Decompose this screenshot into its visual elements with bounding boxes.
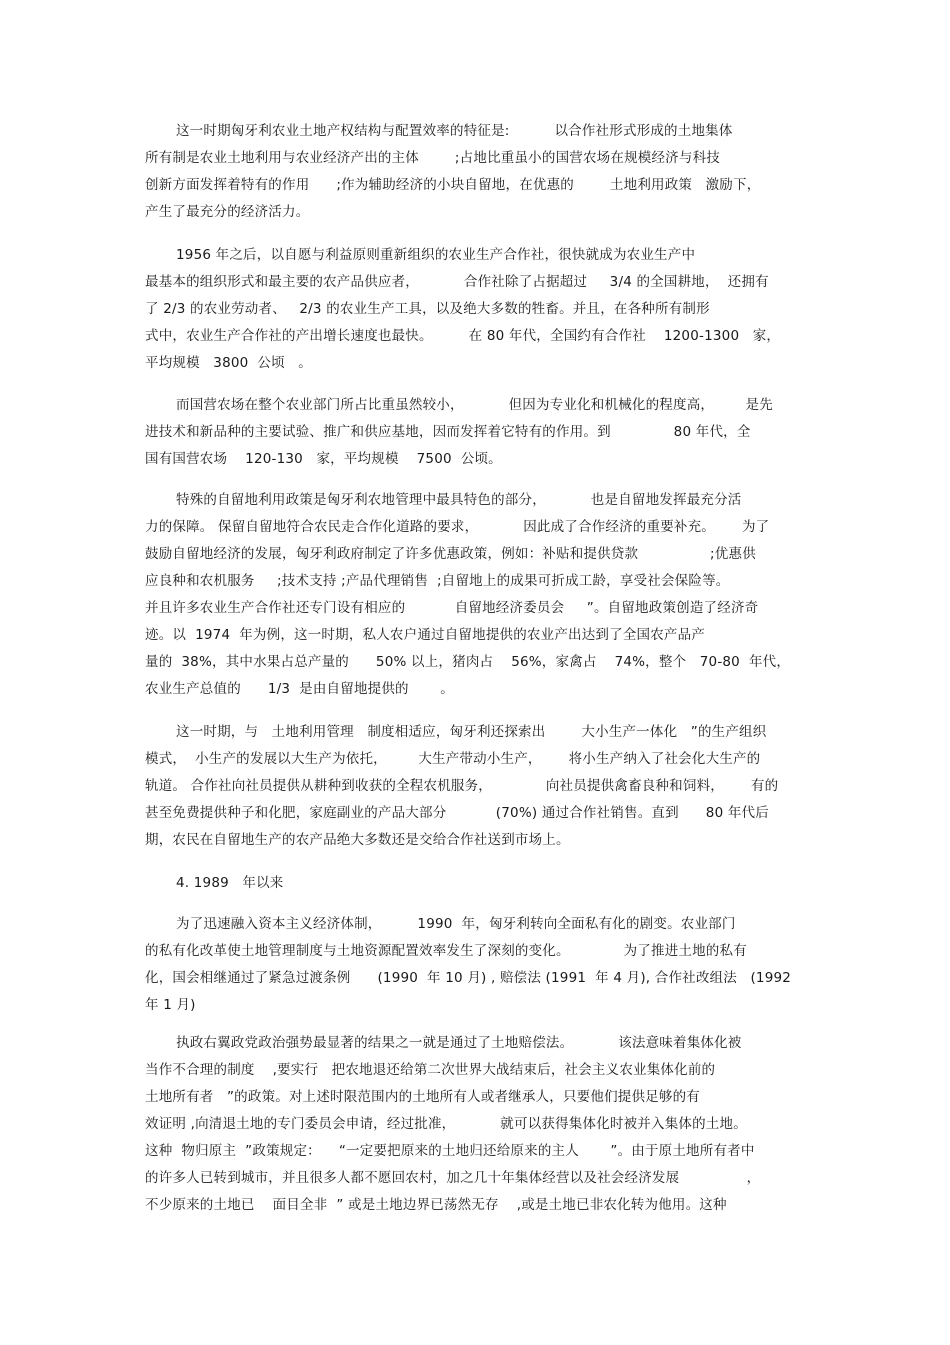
text-line: 年 1 月) [145,997,196,1013]
text-line: 特殊的自留地利用政策是匈牙利农地管理中最具特色的部分， 也是自留地发挥最充分活 [176,492,742,508]
text-line: 的私有化改革使土地管理制度与土地资源配置效率发生了深刻的变化。 为了推进土地的私有 [145,943,747,959]
text-line: 不少原来的土地已 面目全非 ” 或是土地边界已荡然无存 ,或是土地已非农化转为他用。这种 [145,1197,727,1213]
section-heading [145,870,820,897]
text-line: 所有制是农业土地利用与农业经济产出的主体 ;占地比重虽小的国营农场在规模经济与科技 [145,150,720,166]
paragraph-7 [145,1030,820,1219]
paragraph-4 [145,487,820,703]
text-line: 为了迅速融入资本主义经济体制， 1990 年，匈牙利转向全面私有化的剧变。农业部门 [176,916,736,932]
text-line: 了 2/3 的农业劳动者、 2/3 的农业生产工具，以及绝大多数的牲畜。并且，在各种所有制形 [145,301,710,317]
text-line: 甚至免费提供种子和化肥，家庭副业的产品大部分 (70%) 通过合作社销售。直到 80 年代后 [145,805,769,821]
paragraph-2 [145,242,820,377]
text-line: 执政右翼政党政治强势最显著的结果之一就是通过了土地赔偿法。 该法意味着集体化被 [176,1035,742,1051]
text-line: 国有国营农场 120-130 家，平均规模 7500 公顷。 [145,451,502,467]
text-line: 式中，农业生产合作社的产出增长速度也最快。 在 80 年代，全国约有合作社 1200-1300 家， [145,328,781,344]
text-line: 并且许多农业生产合作社还专门设有相应的 自留地经济委员会 ”。自留地政策创造了经济奇 [145,600,759,616]
text-line: 化，国会相继通过了紧急过渡条例 (1990 年 10 月) , 赔偿法 (1991 年 4 月), 合作社改组法 (1992 [145,970,792,986]
text-line: 这一时期匈牙利农业土地产权结构与配置效率的特征是: 以合作社形式形成的土地集体 [176,123,733,139]
text-line: 鼓励自留地经济的发展，匈牙利政府制定了许多优惠政策，例如：补贴和提供贷款 ;优惠供 [145,546,756,562]
text-line: 1956 年之后，以自愿与利益原则重新组织的农业生产合作社，很快就成为农业生产中 [176,247,696,263]
text-line: 土地所有者 ”的政策。对上述时限范围内的土地所有人或者继承人，只要他们提供足够的有 [145,1089,700,1105]
text-line: 的许多人已转到城市，并且很多人都不愿回农村，加之几十年集体经营以及社会经济发展 ， [145,1170,761,1186]
text-line: 这一时期，与 土地利用管理 制度相适应，匈牙利还探索出 大小生产一体化 ”的生产组织 [176,724,767,740]
text-line: 农业生产总值的 1/3 是由自留地提供的 。 [145,681,454,697]
paragraph-1 [145,118,820,226]
text-line: 平均规模 3800 公顷 。 [145,355,312,371]
text-line: 量的 38%，其中水果占总产量的 50% 以上，猪肉占 56%，家禽占 74%，整个 70-80 年代， [145,654,791,670]
text-line: 迹。以 1974 年为例，这一时期，私人农户通过自留地提供的农业产出达到了全国农产品产 [145,627,706,643]
text-line: 产生了最充分的经济活力。 [145,204,310,220]
text-line: 期，农民在自留地生产的农产品绝大多数还是交给合作社送到市场上。 [145,832,570,848]
text-line: 创新方面发挥着特有的作用 ;作为辅助经济的小块自留地，在优惠的 土地利用政策 激励下， [145,177,761,193]
text-line: 而国营农场在整个农业部门所占比重虽然较小， 但因为专业化和机械化的程度高， 是先 [176,397,773,413]
text-line: 轨道。 合作社向社员提供从耕种到收获的全程农机服务， 向社员提供禽畜良种和饲料， 有的 [145,778,779,794]
text-line: 模式， 小生产的发展以大生产为依托， 大生产带动小生产， 将小生产纳入了社会化大生产的 [145,751,761,767]
text-line: 应良种和农机服务 ;技术支持 ;产品代理销售 ;自留地上的成果可折成工龄，享受社会保险等。 [145,573,730,589]
text-line: 这种 物归原主 ”政策规定： “一定要把原来的土地归还给原来的主人 ”。由于原土地所有者中 [145,1143,755,1159]
paragraph-5 [145,719,820,854]
text-line: 进技术和新品种的主要试验、推广和供应基地，因而发挥着它特有的作用。到 80 年代，全 [145,424,751,440]
text-line: 力的保障。 保留自留地符合农民走合作化道路的要求， 因此成了合作经济的重要补充。 为了 [145,519,770,535]
paragraph-3 [145,392,820,473]
text-line: 效证明 ,向清退土地的专门委员会申请，经过批准， 就可以获得集体化时被并入集体的土地。 [145,1116,747,1132]
paragraph-6 [145,911,820,1019]
text-line: 最基本的组织形式和最主要的农产品供应者， 合作社除了占据超过 3/4 的全国耕地， 还拥有 [145,274,769,290]
text-line: 当作不合理的制度 ,要实行 把农地退还给第二次世界大战结束后，社会主义农业集体化前的 [145,1062,716,1078]
section-heading-text: 4. 1989 年以来 [176,875,284,891]
